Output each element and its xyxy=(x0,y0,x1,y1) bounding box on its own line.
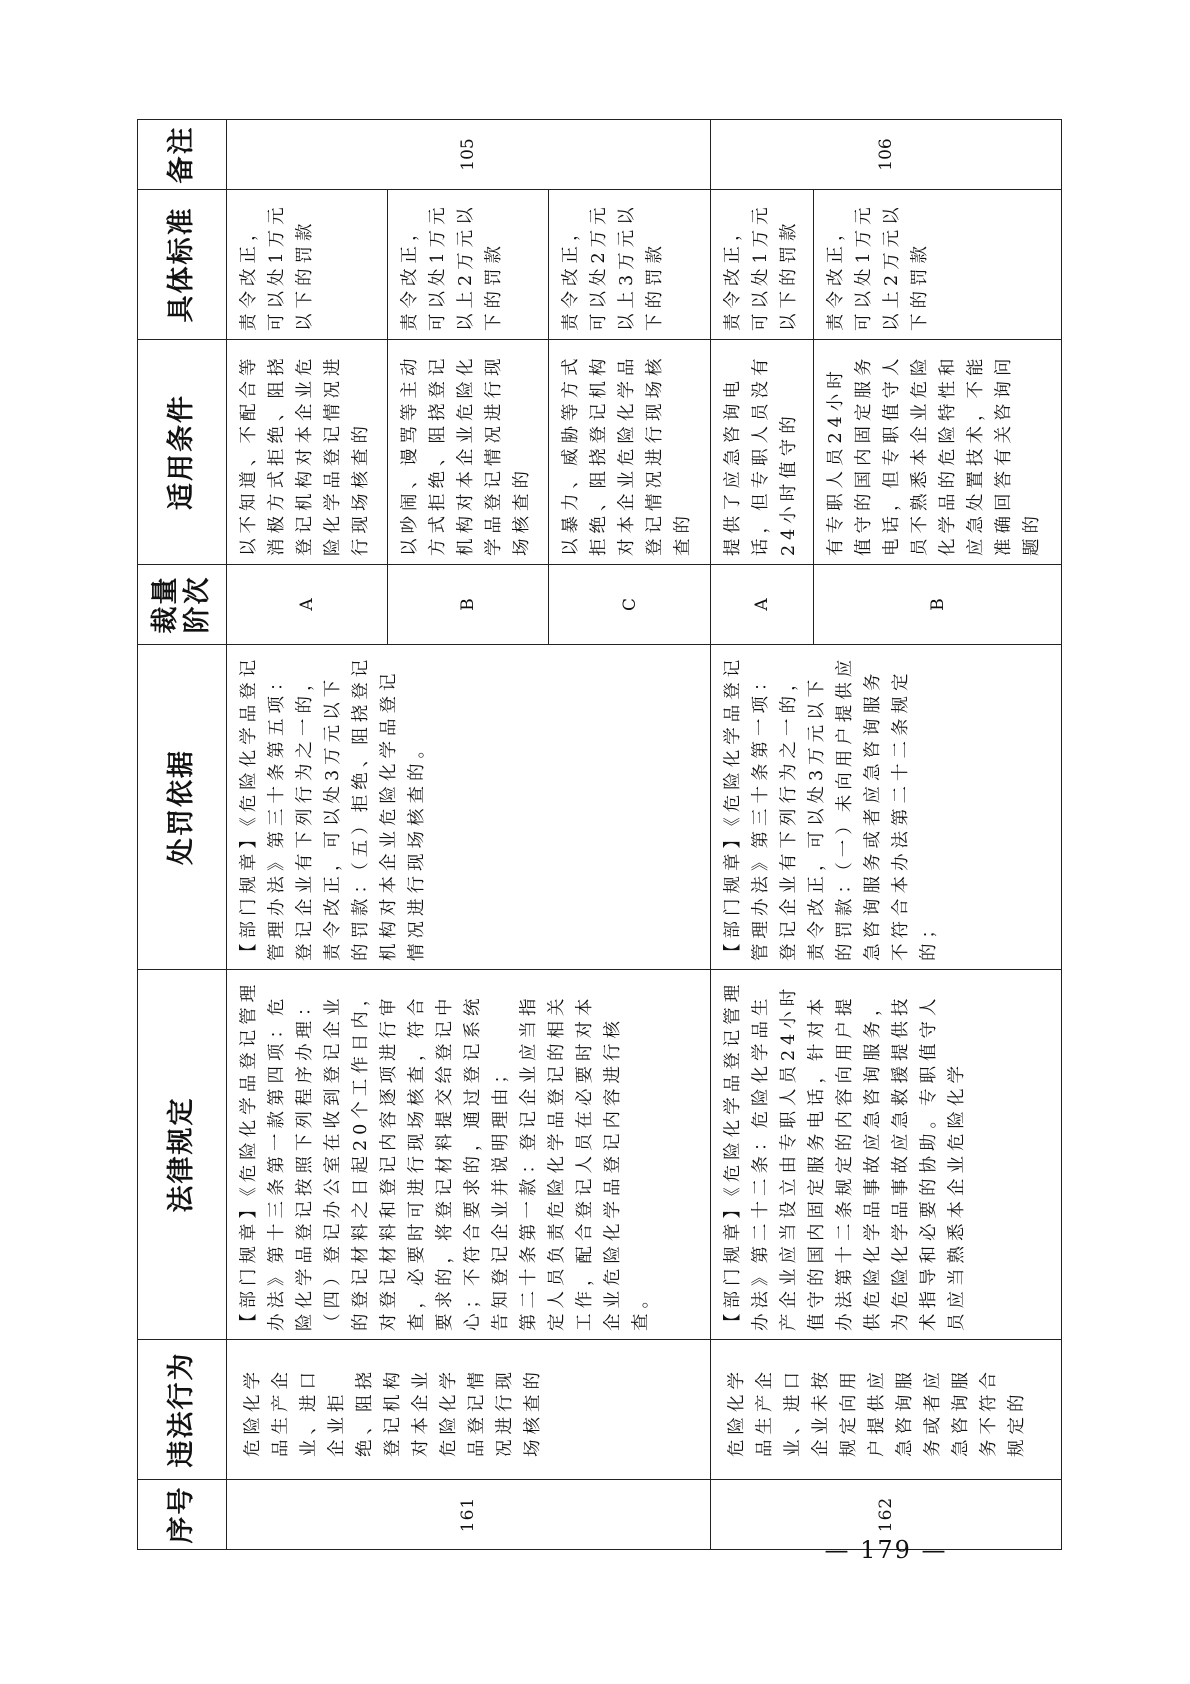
row-161-legal-provision-p1: 【部门规章】《危险化学品登记管理办法》第十三条第一款第四项：危险化学品登记按照下列程序办理：（四）登记办公室在收到登记企业的登记材料之日起20个工作日内，对登记材料和登记内容逐项进行审查，必要时可进行现场核查，符合要求的，将登记材料提交给登记中心；不符合要求的，通过登记系统告知登记企业并说明理由； xyxy=(239,979,511,1331)
table-row xyxy=(710,120,814,1550)
row-161-remarks: 105 xyxy=(227,120,711,190)
row-161-legal-provision-p2: 第二十条第一款：登记企业应当指定人员负责危险化学品登记的相关工作，配合登记人员在必要时对本企业危险化学品登记内容进行核查。 xyxy=(519,993,651,1331)
row-162-remarks: 106 xyxy=(710,120,1061,190)
row-161-tier-c-standard: 责令改正，可以处2万元以上3万元以下的罚款 xyxy=(549,190,710,340)
header-discretion-level: 裁量阶次 xyxy=(138,565,227,645)
row-161-tier-b-level: B xyxy=(388,565,549,645)
row-161-tier-a-condition: 以不知道、不配合等消极方式拒绝、阻挠登记机构对本企业危险化学品登记情况进行现场核查的 xyxy=(227,340,388,565)
row-162-tier-b-level: B xyxy=(814,565,1062,645)
page-frame xyxy=(137,120,1062,1550)
row-162-legal-provision-p1: 【部门规章】《危险化学品登记管理办法》第二十二条：危险化学品生产企业应当设立由专职人员24小时值守的国内固定服务电话，针对本办法第十二条规定的内容向用户提供危险化学品事故应急咨询服务，为危险化学品事故应急救援提供技术指导和必要的协助。专职值守人员应当熟悉本企业危险化学 xyxy=(722,979,967,1331)
row-162-tier-b-standard: 责令改正，可以处1万元以上2万元以下的罚款 xyxy=(814,190,1062,340)
header-standard: 具体标准 xyxy=(138,190,227,340)
page-number: — 179 — xyxy=(824,1536,948,1564)
header-penalty-basis: 处罚依据 xyxy=(138,645,227,970)
row-162-legal-provision xyxy=(710,970,1061,1340)
row-162-tier-a-condition: 提供了应急咨询电话，但专职人员没有24小时值守的 xyxy=(710,340,814,565)
header-legal-provision: 法律规定 xyxy=(138,970,227,1340)
row-161-tier-c-condition: 以暴力、威胁等方式拒绝、阻挠登记机构对本企业危险化学品登记情况进行现场核查的 xyxy=(549,340,710,565)
row-161-violation: 危险化学品生产企业、进口企业拒绝、阻挠登记机构对本企业危险化学品登记情况进行现场核查的 xyxy=(227,1340,711,1480)
row-161-tier-b-condition: 以吵闹、谩骂等主动方式拒绝、阻挠登记机构对本企业危险化学品登记情况进行现场核查的 xyxy=(388,340,549,565)
header-violation: 违法行为 xyxy=(138,1340,227,1480)
row-161-number: 161 xyxy=(227,1480,711,1550)
row-162-violation: 危险化学品生产企业、进口企业未按规定向用户提供应急咨询服务或者应急咨询服务不符合规定的 xyxy=(710,1340,1061,1480)
header-row xyxy=(138,120,227,1550)
header-conditions: 适用条件 xyxy=(138,340,227,565)
row-162-tier-b-condition: 有专职人员24小时值守的国内固定服务电话，但专职值守人员不熟悉本企业危险化学品的危险特性和应急处置技术，不能准确回答有关咨询问题的 xyxy=(814,340,1062,565)
row-161-tier-c-level: C xyxy=(549,565,710,645)
row-162-tier-a-standard: 责令改正，可以处1万元以下的罚款 xyxy=(710,190,814,340)
rotated-table-stage xyxy=(137,120,1062,1550)
table-row xyxy=(227,120,388,1550)
header-remarks: 备注 xyxy=(138,120,227,190)
row-161-legal-provision xyxy=(227,970,711,1340)
row-162-penalty-basis: 【部门规章】《危险化学品登记管理办法》第三十条第一项：登记企业有下列行为之一的，责令改正，可以处3万元以下的罚款：（一）未向用户提供应急咨询服务或者应急咨询服务不符合本办法第二十二条规定的； xyxy=(710,645,1061,970)
row-162-tier-a-level: A xyxy=(710,565,814,645)
row-162-number: 162 xyxy=(710,1480,1061,1550)
row-161-penalty-basis: 【部门规章】《危险化学品登记管理办法》第三十条第五项：登记企业有下列行为之一的，责令改正，可以处3万元以下的罚款：（五）拒绝、阻挠登记机构对本企业危险化学品登记情况进行现场核查的。 xyxy=(227,645,711,970)
row-161-tier-a-level: A xyxy=(227,565,388,645)
row-161-tier-b-standard: 责令改正，可以处1万元以上2万元以下的罚款 xyxy=(388,190,549,340)
header-number: 序号 xyxy=(138,1480,227,1550)
row-161-tier-a-standard: 责令改正，可以处1万元以下的罚款 xyxy=(227,190,388,340)
penalty-discretion-table xyxy=(137,119,1062,1550)
